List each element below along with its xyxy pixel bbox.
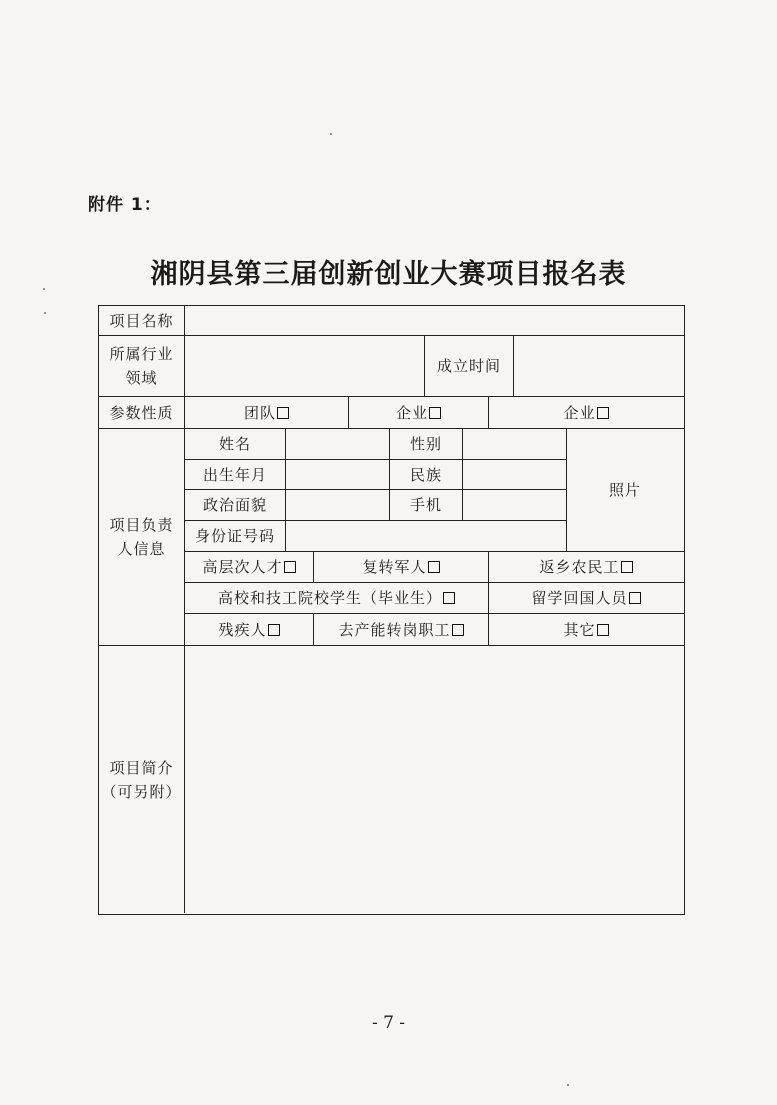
scan-speck xyxy=(43,288,45,290)
page-title: 湘阴县第三届创新创业大赛项目报名表 xyxy=(150,259,627,290)
page-number: - 7 - xyxy=(371,1013,406,1033)
checkbox[interactable] xyxy=(284,561,296,573)
leader-info-label: 项目负责 人信息 xyxy=(109,516,174,558)
checkbox[interactable] xyxy=(597,624,609,636)
checkbox[interactable] xyxy=(268,624,280,636)
name-label: 姓名 xyxy=(218,435,251,453)
checkbox[interactable] xyxy=(429,407,441,419)
id-number-label: 身份证号码 xyxy=(194,527,275,545)
photo-placeholder[interactable]: 照片 xyxy=(608,481,641,499)
category-label: 高层次人才 xyxy=(202,558,283,576)
ethnicity-field[interactable] xyxy=(463,460,566,489)
category-option[interactable] xyxy=(185,552,313,582)
category-label: 留学回国人员 xyxy=(531,589,628,607)
nature-option-enterprise[interactable] xyxy=(349,397,488,428)
checkbox[interactable] xyxy=(443,592,455,604)
nature-label: 参数性质 xyxy=(109,403,174,422)
category-label: 残疾人 xyxy=(218,620,267,639)
gender-label: 性别 xyxy=(409,435,442,453)
category-label: 高校和技工院校学生（毕业生） xyxy=(217,589,442,607)
checkbox[interactable] xyxy=(597,407,609,419)
checkbox[interactable] xyxy=(428,561,440,573)
scan-speck xyxy=(44,312,46,314)
category-option[interactable] xyxy=(314,552,488,582)
category-label: 其它 xyxy=(563,620,596,639)
category-option[interactable] xyxy=(314,614,488,645)
category-label: 复转军人 xyxy=(362,558,427,576)
registration-form-table xyxy=(98,305,685,915)
phone-field[interactable] xyxy=(463,490,566,520)
ethnicity-label: 民族 xyxy=(409,465,442,484)
nature-option-label: 团队 xyxy=(243,403,276,422)
nature-option-label: 企业 xyxy=(395,403,428,422)
gender-field[interactable] xyxy=(463,429,566,459)
project-intro-field[interactable] xyxy=(185,646,683,913)
established-field[interactable] xyxy=(514,336,683,396)
name-field[interactable] xyxy=(286,429,389,459)
scan-speck xyxy=(567,1084,569,1086)
political-label: 政治面貌 xyxy=(202,496,267,514)
category-option[interactable] xyxy=(489,552,683,582)
nature-option-team[interactable] xyxy=(185,397,348,428)
checkbox[interactable] xyxy=(621,561,633,573)
checkbox[interactable] xyxy=(629,592,641,604)
birth-field[interactable] xyxy=(286,460,389,489)
id-number-field[interactable] xyxy=(286,521,566,551)
scan-speck xyxy=(330,133,332,135)
nature-option-label: 企业 xyxy=(563,403,596,422)
category-option[interactable] xyxy=(185,614,313,645)
category-option[interactable] xyxy=(489,614,683,645)
project-intro-label: 项目简介 （可另附） xyxy=(101,758,182,801)
phone-label: 手机 xyxy=(409,496,442,514)
category-option[interactable] xyxy=(185,583,488,613)
political-field[interactable] xyxy=(286,490,389,520)
project-name-field[interactable] xyxy=(185,306,683,335)
nature-option-enterprise-2[interactable] xyxy=(489,397,683,428)
birth-label: 出生年月 xyxy=(202,465,267,484)
checkbox[interactable] xyxy=(452,624,464,636)
category-label: 去产能转岗职工 xyxy=(338,620,451,639)
attachment-label: 附件 1： xyxy=(88,195,162,215)
checkbox[interactable] xyxy=(277,407,289,419)
industry-label: 所属行业 领域 xyxy=(109,345,174,387)
established-label: 成立时间 xyxy=(436,357,501,375)
category-label: 返乡农民工 xyxy=(539,558,620,576)
industry-field[interactable] xyxy=(185,336,424,396)
project-name-label: 项目名称 xyxy=(109,311,174,330)
category-option[interactable] xyxy=(489,583,683,613)
